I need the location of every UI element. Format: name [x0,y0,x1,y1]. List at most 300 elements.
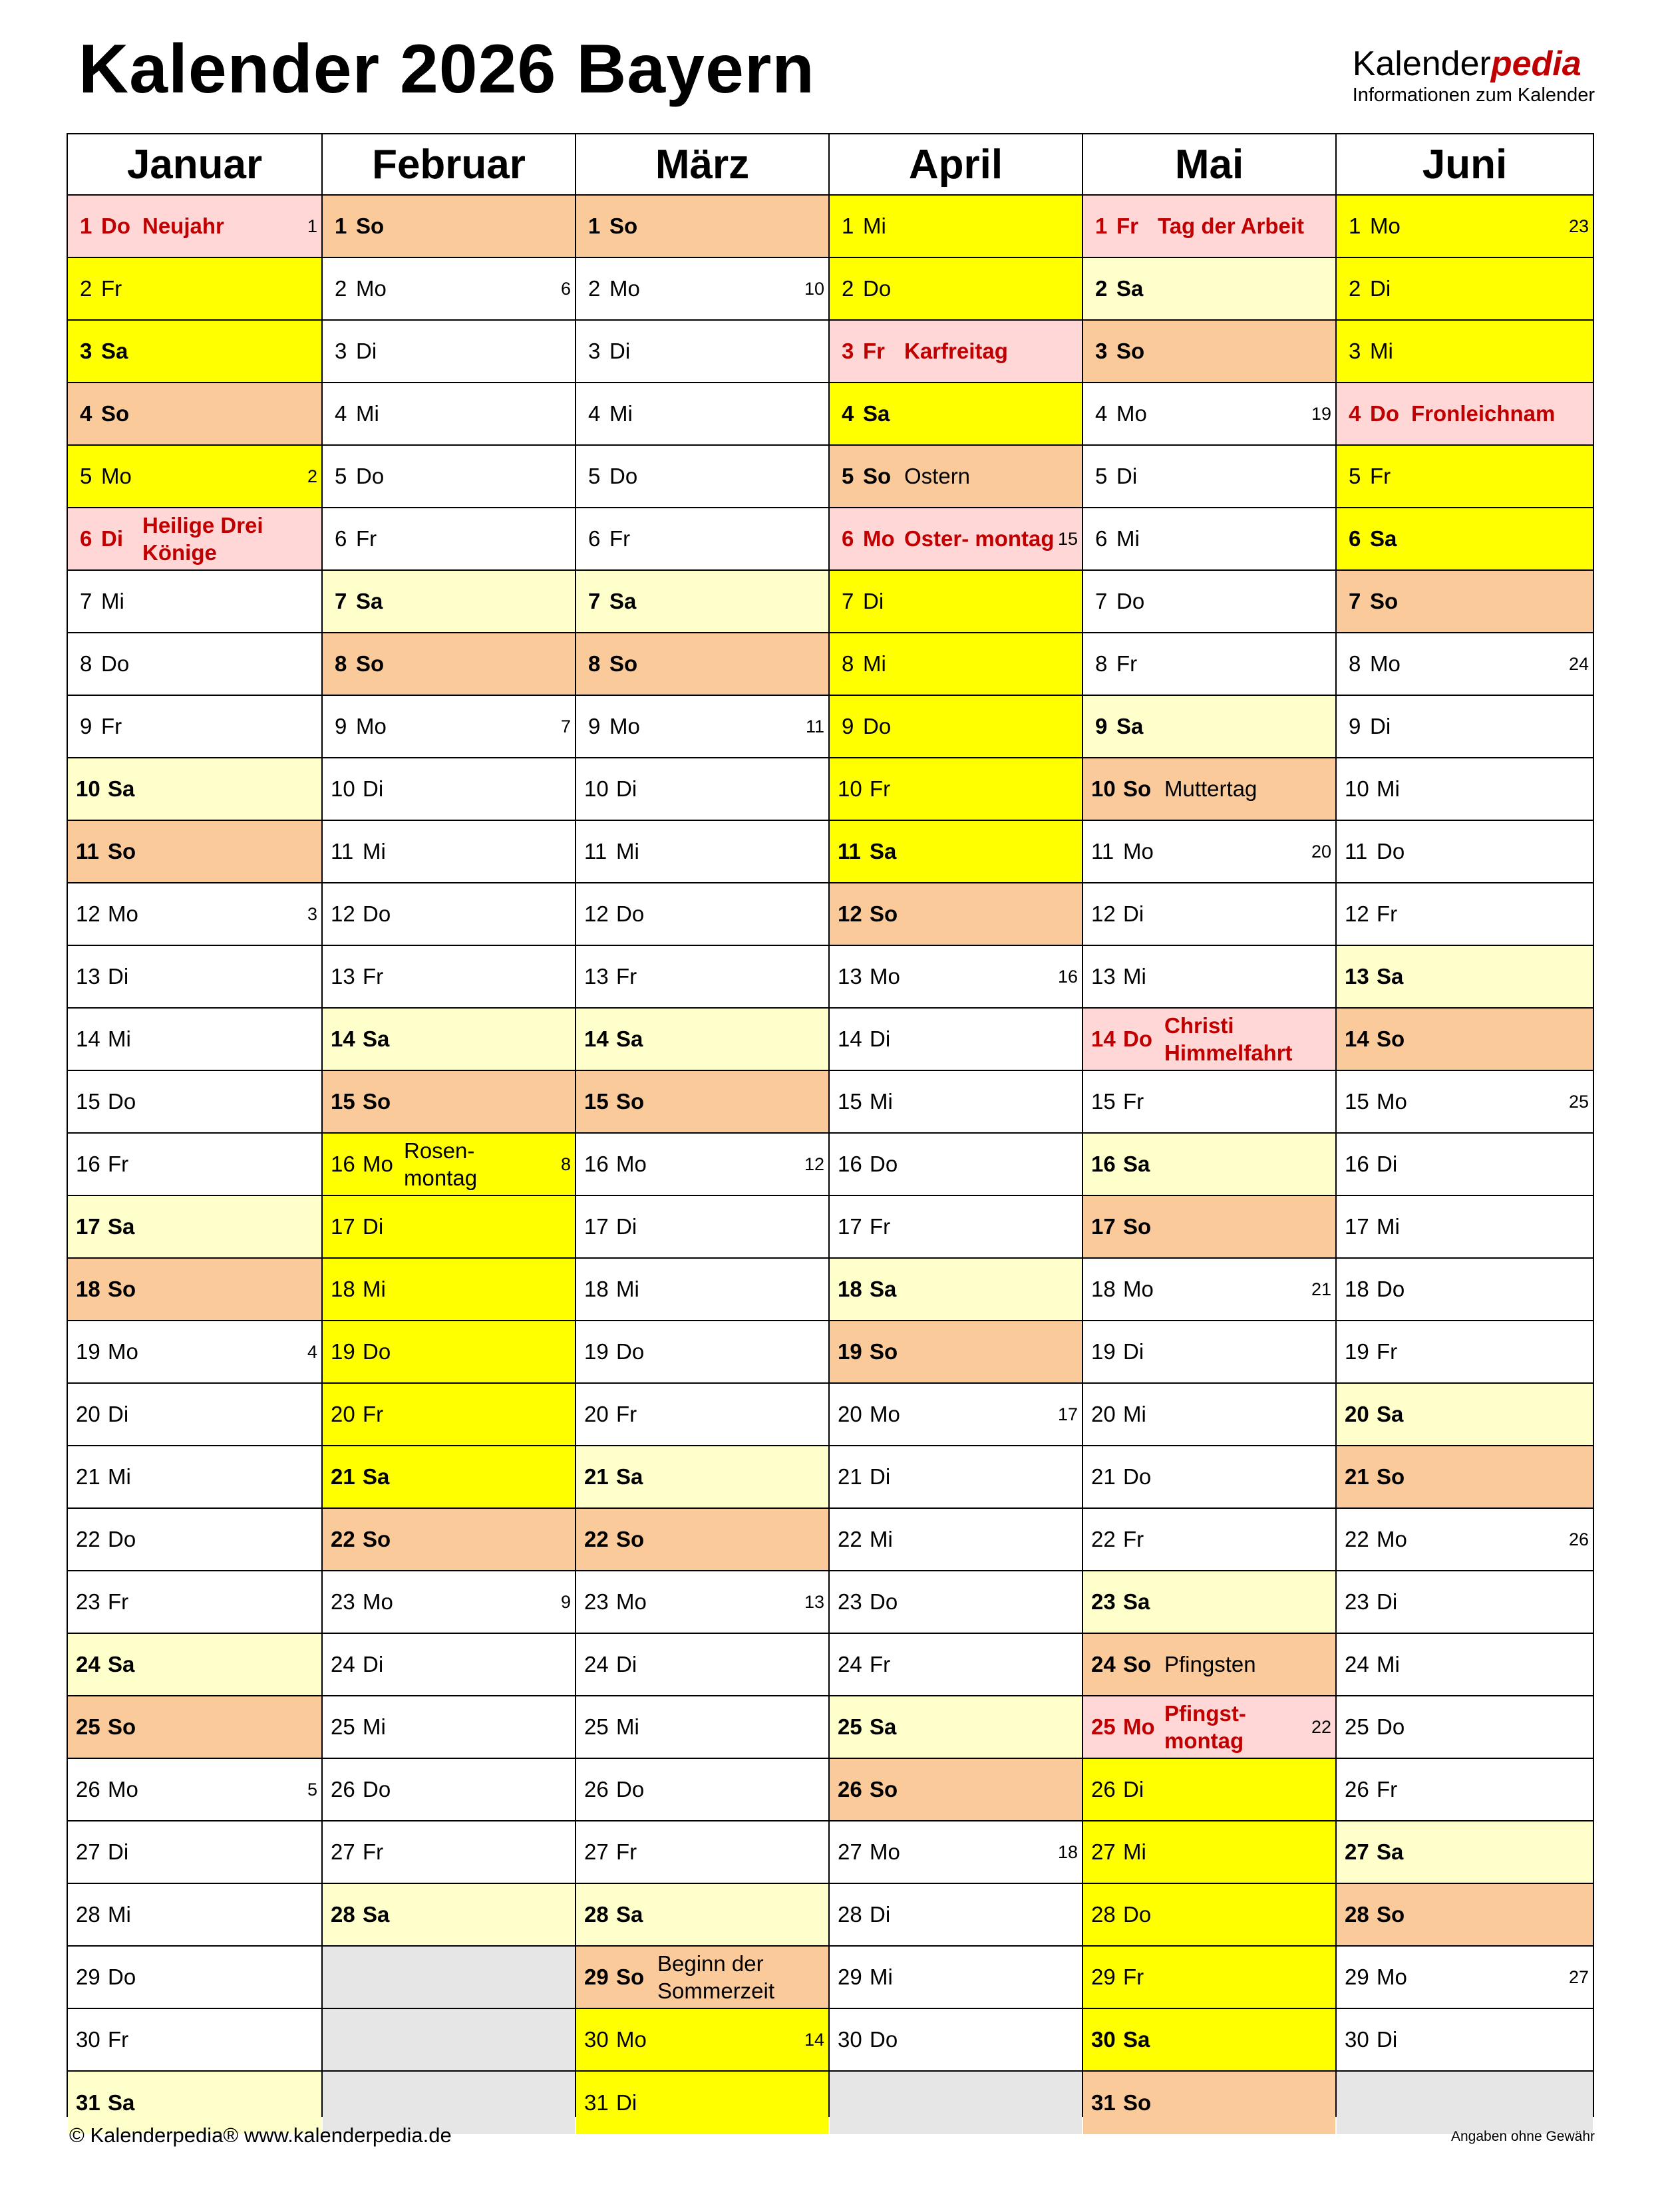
weekday-label: Do [101,651,130,676]
weekday-label: Do [616,1339,645,1364]
day-number: 14 [76,1027,100,1051]
holiday-name: Christi Himmelfahrt [1164,1013,1293,1065]
week-number: 25 [1568,1091,1589,1112]
day-cell[interactable] [576,1446,828,1509]
day-cell[interactable] [830,2009,1082,2072]
day-cell[interactable] [323,1259,575,1321]
day-cell[interactable] [576,1696,828,1759]
day-number: 9 [588,714,601,738]
weekday-label: Di [616,1652,637,1676]
day-cell[interactable] [1083,508,1335,571]
day-cell[interactable] [323,1571,575,1634]
holiday-day-cell[interactable] [1083,1009,1335,1071]
holiday-day-cell[interactable] [1337,383,1593,446]
day-number: 26 [76,1777,100,1802]
day-cell[interactable] [1337,883,1593,946]
day-cell[interactable] [1083,2072,1335,2134]
weekday-label: Mo [108,1777,138,1802]
day-cell[interactable] [68,1446,321,1509]
day-cell[interactable] [576,258,828,321]
holiday-day-cell[interactable] [1083,1696,1335,1759]
day-cell[interactable] [1337,1196,1593,1259]
day-number: 27 [1345,1839,1369,1864]
day-number: 17 [1091,1214,1116,1239]
day-number: 6 [335,526,347,551]
day-number: 14 [1091,1027,1116,1051]
day-cell[interactable] [1083,1571,1335,1634]
day-cell[interactable] [830,946,1082,1009]
day-cell[interactable] [1083,571,1335,633]
day-cell[interactable] [830,383,1082,446]
day-number: 7 [80,589,92,613]
day-cell[interactable] [68,1196,321,1259]
day-cell[interactable] [1083,946,1335,1009]
weekday-label: Mi [863,651,886,676]
day-cell[interactable] [323,1134,575,1196]
day-number: 7 [1349,589,1361,613]
day-number: 1 [842,214,854,238]
day-number: 29 [76,1965,100,1989]
day-cell[interactable] [1337,1446,1593,1509]
weekday-label: Sa [363,1027,390,1051]
holiday-day-cell[interactable] [830,321,1082,383]
day-number: 28 [76,1902,100,1927]
day-cell[interactable] [68,1821,321,1884]
day-cell[interactable] [68,696,321,758]
day-cell[interactable] [1337,1134,1593,1196]
day-cell[interactable] [576,633,828,696]
weekday-label: Fr [1377,1339,1398,1364]
day-cell[interactable] [1337,321,1593,383]
day-number: 1 [80,214,92,238]
weekday-label: Fr [108,1152,129,1176]
day-cell[interactable] [1083,1509,1335,1571]
brand-logo[interactable] [1353,47,1595,107]
day-cell[interactable] [1337,1884,1593,1947]
week-number: 15 [1057,528,1078,549]
day-number: 11 [838,839,861,864]
weekday-label: Fr [870,1652,891,1676]
day-cell[interactable] [323,196,575,258]
weekday-label: So [609,214,638,238]
day-cell[interactable] [323,883,575,946]
weekday-label: Fr [363,1402,384,1426]
day-cell[interactable] [68,383,321,446]
day-cell[interactable] [1337,1634,1593,1696]
holiday-name: Heilige Drei Könige [142,512,263,565]
day-cell[interactable] [576,1196,828,1259]
day-number: 8 [588,651,601,676]
weekday-label: Fr [1377,1777,1398,1802]
day-cell[interactable] [323,1884,575,1947]
day-number: 11 [331,839,354,864]
day-cell[interactable] [323,258,575,321]
day-cell[interactable] [1083,1947,1335,2009]
day-number: 29 [1091,1965,1116,1989]
day-cell[interactable] [1337,1321,1593,1384]
day-cell[interactable] [1337,571,1593,633]
weekday-label: Mi [1377,1652,1400,1676]
holiday-day-cell[interactable] [1083,196,1335,258]
day-number: 4 [1349,401,1361,426]
day-number: 4 [335,401,347,426]
day-cell[interactable] [576,1634,828,1696]
day-cell[interactable] [1083,321,1335,383]
day-cell[interactable] [1337,1384,1593,1446]
week-number: 9 [560,1591,571,1612]
day-cell[interactable] [830,1696,1082,1759]
day-cell[interactable] [576,508,828,571]
day-number: 2 [842,276,854,301]
day-cell[interactable] [576,383,828,446]
day-cell[interactable] [1083,1321,1335,1384]
month-column [1335,134,1593,2116]
weekday-label: Di [108,1839,129,1864]
day-cell[interactable] [323,821,575,883]
day-cell[interactable] [68,1134,321,1196]
day-cell[interactable] [1083,446,1335,508]
day-number: 27 [76,1839,100,1864]
day-cell[interactable] [830,1446,1082,1509]
day-cell[interactable] [830,1134,1082,1196]
day-cell[interactable] [576,2009,828,2072]
day-cell[interactable] [1337,196,1593,258]
day-cell[interactable] [323,1196,575,1259]
day-cell[interactable] [1083,1071,1335,1134]
day-cell[interactable] [323,1384,575,1446]
day-number: 29 [1345,1965,1369,1989]
day-cell[interactable] [830,696,1082,758]
weekday-label: So [616,1965,645,1989]
month-column [575,134,828,2116]
day-number: 15 [1091,1089,1116,1114]
day-cell[interactable] [830,1259,1082,1321]
day-number: 22 [584,1527,609,1551]
day-number: 3 [588,339,601,363]
day-cell[interactable] [576,571,828,633]
weekday-label: Do [1123,1902,1152,1927]
day-cell[interactable] [323,1321,575,1384]
day-number: 14 [331,1027,355,1051]
day-cell[interactable] [68,1259,321,1321]
day-cell[interactable] [68,2009,321,2072]
weekday-label: Fr [1123,1527,1144,1551]
day-cell[interactable] [576,946,828,1009]
day-number: 29 [838,1965,862,1989]
day-cell[interactable] [323,1446,575,1509]
day-cell[interactable] [1337,1821,1593,1884]
day-number: 26 [1345,1777,1369,1802]
weekday-label: So [870,1339,898,1364]
day-cell[interactable] [68,1009,321,1071]
day-number: 24 [76,1652,100,1676]
day-cell[interactable] [68,321,321,383]
day-cell[interactable] [830,196,1082,258]
day-cell[interactable] [576,1384,828,1446]
day-cell[interactable] [323,321,575,383]
day-cell[interactable] [576,1884,828,1947]
day-cell[interactable] [830,1571,1082,1634]
day-cell[interactable] [830,1947,1082,2009]
day-cell[interactable] [68,1509,321,1571]
weekday-label: Mi [363,1277,386,1301]
day-cell[interactable] [323,1759,575,1821]
day-cell[interactable] [830,1071,1082,1134]
weekday-label: Fr [870,776,891,801]
day-cell[interactable] [1337,1759,1593,1821]
day-cell[interactable] [830,1509,1082,1571]
day-cell[interactable] [68,1696,321,1759]
day-number: 12 [1345,901,1369,926]
day-number: 10 [838,776,862,801]
day-cell[interactable] [576,883,828,946]
day-cell[interactable] [830,1009,1082,1071]
weekday-label: Do [108,1527,136,1551]
day-cell[interactable] [323,1071,575,1134]
day-cell[interactable] [576,321,828,383]
day-cell[interactable] [1083,1384,1335,1446]
day-number: 19 [584,1339,609,1364]
day-cell[interactable] [68,1071,321,1134]
day-cell[interactable] [1337,2009,1593,2072]
day-cell[interactable] [68,821,321,883]
holiday-name: Fronleichnam [1411,401,1556,426]
weekday-label: Di [870,1027,891,1051]
day-cell[interactable] [1083,1134,1335,1196]
weekday-label: Fr [870,1214,891,1239]
day-cell[interactable] [830,1321,1082,1384]
day-cell[interactable] [323,446,575,508]
day-cell[interactable] [323,571,575,633]
week-number: 19 [1311,403,1331,424]
day-cell[interactable] [576,196,828,258]
day-number: 8 [80,651,92,676]
day-cell[interactable] [323,946,575,1009]
day-cell[interactable] [1083,258,1335,321]
day-cell[interactable] [576,696,828,758]
day-cell[interactable] [576,1759,828,1821]
day-cell[interactable] [576,1947,828,2009]
day-number: 16 [1091,1152,1116,1176]
day-cell[interactable] [68,946,321,1009]
day-cell[interactable] [1337,1259,1593,1321]
day-cell[interactable] [1083,633,1335,696]
day-cell[interactable] [323,1009,575,1071]
day-cell[interactable] [576,1509,828,1571]
day-cell[interactable] [323,1696,575,1759]
day-cell[interactable] [830,1634,1082,1696]
day-number: 16 [76,1152,100,1176]
day-cell[interactable] [1337,1071,1593,1134]
day-cell[interactable] [830,633,1082,696]
day-cell[interactable] [1337,696,1593,758]
day-cell[interactable] [830,1759,1082,1821]
day-cell[interactable] [323,633,575,696]
weekday-label: Mo [101,464,132,488]
day-cell[interactable] [1337,946,1593,1009]
weekday-label: Mi [101,589,124,613]
footer-copyright[interactable]: © Kalenderpedia® www.kalenderpedia.de [69,2124,452,2147]
day-cell[interactable] [323,1821,575,1884]
week-number: 12 [804,1154,824,1174]
day-cell[interactable] [68,258,321,321]
week-number: 17 [1057,1404,1078,1424]
weekday-label: Mi [363,839,386,864]
day-number: 23 [76,1589,100,1614]
day-cell[interactable] [68,1759,321,1821]
weekday-label: Fr [1370,464,1391,488]
day-cell[interactable] [68,1947,321,2009]
day-cell[interactable] [576,821,828,883]
day-cell[interactable] [1337,258,1593,321]
day-cell[interactable] [68,633,321,696]
day-cell[interactable] [830,446,1082,508]
day-number: 21 [584,1464,609,1489]
weekday-label: Mo [363,1589,393,1614]
day-cell[interactable] [1337,446,1593,508]
day-cell[interactable] [830,758,1082,821]
day-cell[interactable] [68,446,321,508]
day-cell[interactable] [830,821,1082,883]
day-number: 28 [1345,1902,1369,1927]
day-cell[interactable] [323,758,575,821]
day-cell[interactable] [576,1821,828,1884]
weekday-label: Di [1377,1152,1398,1176]
day-number: 28 [584,1902,609,1927]
day-cell[interactable] [68,1634,321,1696]
day-cell[interactable] [1083,758,1335,821]
day-cell[interactable] [1083,1446,1335,1509]
week-number: 18 [1057,1841,1078,1862]
day-number: 15 [331,1089,355,1114]
day-cell[interactable] [1337,1009,1593,1071]
day-cell[interactable] [830,1196,1082,1259]
day-cell[interactable] [1083,821,1335,883]
day-cell[interactable] [1337,1696,1593,1759]
day-cell[interactable] [68,1571,321,1634]
day-cell[interactable] [1337,508,1593,571]
day-cell[interactable] [576,1071,828,1134]
weekday-label: Mo [1377,1527,1407,1551]
weekday-label: Mo [1123,839,1154,864]
day-cell[interactable] [1083,383,1335,446]
holiday-day-cell[interactable] [68,508,321,571]
day-cell[interactable] [68,1384,321,1446]
day-cell[interactable] [68,758,321,821]
day-cell[interactable] [576,1321,828,1384]
weekday-label: Mi [1123,964,1146,989]
day-cell[interactable] [576,1259,828,1321]
weekday-label: Fr [1116,214,1138,238]
day-number: 11 [584,839,607,864]
day-cell[interactable] [830,571,1082,633]
weekday-label: Fr [101,276,122,301]
day-cell[interactable] [576,1009,828,1071]
weekday-label: So [1377,1027,1405,1051]
day-cell[interactable] [68,883,321,946]
day-cell[interactable] [830,1821,1082,1884]
weekday-label: Sa [870,1714,897,1739]
weekday-label: Di [356,339,377,363]
day-cell[interactable] [1083,1634,1335,1696]
day-number: 10 [1345,776,1369,801]
day-cell[interactable] [1337,821,1593,883]
week-number: 16 [1057,966,1078,987]
day-cell[interactable] [1337,1571,1593,1634]
day-cell[interactable] [1083,1259,1335,1321]
day-number: 30 [1345,2027,1369,2052]
day-cell[interactable] [323,1634,575,1696]
day-number: 26 [584,1777,609,1802]
day-cell[interactable] [323,383,575,446]
day-cell[interactable] [576,2072,828,2134]
day-cell[interactable] [68,571,321,633]
day-number: 2 [588,276,601,301]
weekday-label: Fr [609,526,631,551]
day-cell[interactable] [68,1321,321,1384]
day-cell[interactable] [68,1884,321,1947]
day-cell[interactable] [576,758,828,821]
day-cell[interactable] [830,1884,1082,1947]
weekday-label: Di [870,1464,891,1489]
day-cell[interactable] [576,446,828,508]
day-cell[interactable] [1083,696,1335,758]
day-number: 18 [838,1277,862,1301]
day-cell[interactable] [830,258,1082,321]
day-cell[interactable] [323,508,575,571]
day-cell[interactable] [323,1509,575,1571]
day-cell[interactable] [576,1571,828,1634]
day-cell[interactable] [1337,1509,1593,1571]
weekday-label: So [101,401,130,426]
day-number: 31 [76,2090,100,2115]
holiday-name: Oster- montag [904,526,1055,552]
weekday-label: Sa [1377,1402,1404,1426]
day-cell[interactable] [1083,2009,1335,2072]
weekday-label: Mi [1377,1214,1400,1239]
day-cell[interactable] [830,883,1082,946]
day-number: 30 [1091,2027,1116,2052]
day-number: 6 [80,526,92,551]
day-cell[interactable] [323,696,575,758]
week-number: 23 [1568,216,1589,236]
month-header: Mai [1083,134,1335,196]
day-cell[interactable] [1083,1884,1335,1947]
holiday-day-cell[interactable] [68,196,321,258]
day-cell[interactable] [1337,633,1593,696]
day-number: 3 [842,339,854,363]
day-cell[interactable] [830,1384,1082,1446]
weekday-label: So [609,651,638,676]
day-number: 10 [584,776,609,801]
day-cell[interactable] [1083,883,1335,946]
weekday-label: So [1123,1652,1152,1676]
day-number: 27 [331,1839,355,1864]
week-number: 14 [804,2029,824,2050]
day-cell[interactable] [1083,1759,1335,1821]
day-cell[interactable] [1083,1196,1335,1259]
weekday-label: So [363,1527,391,1551]
day-cell[interactable] [1337,758,1593,821]
weekday-label: Mo [870,1402,900,1426]
day-cell[interactable] [1337,1947,1593,2009]
weekday-label: Do [363,1777,391,1802]
holiday-day-cell[interactable] [830,508,1082,571]
day-cell[interactable] [1083,1821,1335,1884]
weekday-label: Di [1377,2027,1398,2052]
weekday-label: So [363,1089,391,1114]
day-cell[interactable] [576,1134,828,1196]
